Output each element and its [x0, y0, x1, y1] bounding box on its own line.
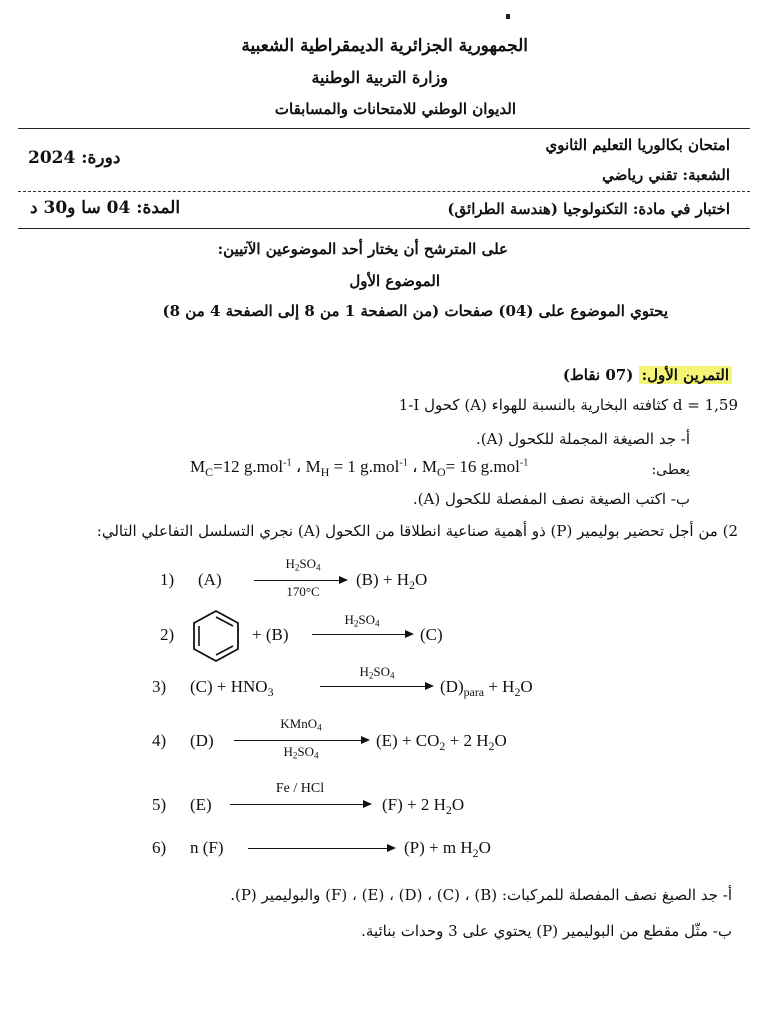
topic-title: الموضوع الأول	[349, 272, 440, 290]
reaction-6-right: (P) + m $H_2O$	[404, 838, 491, 860]
reaction-5-number: 5)	[152, 795, 167, 814]
exercise-heading	[563, 366, 732, 384]
given-label: يعطى:	[651, 462, 690, 478]
reaction-4-number: 4)	[152, 731, 167, 750]
choose-instruction: على المترشح أن يختار أحد الموضوعين الآتيين:	[217, 240, 508, 258]
exam-title: امتحان بكالوريا التعليم الثانوي	[545, 136, 730, 154]
question-1a: أ- جد الصيغة المجملة للكحول (A).	[475, 430, 690, 448]
reaction-1-left: (A)	[198, 570, 222, 589]
reaction-4-left: (D)	[190, 731, 214, 750]
reaction-4-arrow	[234, 740, 368, 741]
reaction-2-left: + (B)	[252, 625, 289, 644]
office-header: الديوان الوطني للامتحانات والمسابقات	[274, 100, 516, 118]
reaction-5-above: Fe / HCl	[275, 781, 325, 796]
reaction-6-arrow	[248, 848, 394, 849]
info-divider	[18, 191, 750, 192]
scan-speck	[506, 14, 510, 19]
reaction-3-left: $(C) + HNO_3$	[190, 677, 274, 699]
reaction-5-arrow	[230, 804, 370, 805]
reaction-2-above: $H_2SO_4$	[344, 612, 380, 629]
reaction-3-number: 3)	[152, 677, 167, 696]
reaction-2-arrow	[312, 634, 412, 635]
reaction-1-below: 170°C	[286, 584, 320, 599]
question-1b: ب- اكتب الصيغة نصف المفصلة للكحول (A).	[412, 490, 690, 508]
question-a: أ- جد الصيغ نصف المفصلة للمركبات: (B) ، (C) ، (D) ، (E) ، (F) والبوليمير (P).	[230, 886, 732, 904]
exam-subject: اختبار في مادة: التكنولوجيا (هندسة الطرائق)	[447, 200, 730, 218]
given-values: $M_C=12$ g.mol$^{-1}$ ، $M_H = 1$ g.mol$^{-1}$ ، $M_O= 16$ g.mol$^{-1}$	[190, 457, 529, 479]
reaction-1-number: 1)	[160, 570, 175, 589]
exam-branch: الشعبة: تقني رياضي	[602, 166, 730, 184]
reaction-2-right: (C)	[420, 625, 443, 644]
reaction-1-arrow	[254, 580, 346, 581]
reaction-5-right: (F) + 2 $H_2O$	[382, 795, 465, 817]
reaction-2-number: 2)	[160, 625, 175, 644]
reaction-1-right: $(B) + H_2O$	[356, 570, 428, 592]
exam-session: دورة: 2024	[28, 148, 121, 168]
exercise-title: التمرين الأول:	[639, 366, 732, 384]
reaction-5-left: (E)	[190, 795, 212, 814]
question-2: 2) من أجل تحضير بوليمير (P) ذو أهمية صناعية انطلاقا من الكحول (A) نجري التسلسل التفاعلي التالي:	[96, 522, 738, 540]
subject-divider	[18, 228, 750, 229]
republic-header: الجمهورية الجزائرية الديمقراطية الشعبية	[241, 36, 528, 56]
exam-duration: المدة: 04 سا و30 د	[30, 198, 181, 218]
reaction-1-above: $H_2SO_4$	[285, 556, 321, 573]
reaction-6-left: n (F)	[190, 838, 224, 857]
reaction-3-arrow	[320, 686, 432, 687]
header-divider	[18, 128, 750, 129]
exercise-points: (07 نقاط)	[562, 366, 634, 384]
reaction-4-above: KMnO$_4$	[280, 716, 322, 733]
question-1: 1-I كحول (A) كثافته البخارية بالنسبة للهواء d = 1,59	[398, 396, 738, 414]
benzene-ring-icon	[190, 608, 242, 664]
reaction-6-number: 6)	[152, 838, 167, 857]
reaction-4-right: $(E) + CO_2 + 2$ $H_2O$	[376, 731, 507, 753]
pages-note: يحتوي الموضوع على (04) صفحات (من الصفحة 1 من 8 إلى الصفحة 4 من 8)	[162, 302, 668, 320]
ministry-header: وزارة التربية الوطنية	[311, 68, 448, 87]
reaction-3-right: $(D)_{para} + H_2O$	[440, 677, 533, 699]
question-b: ب- مثّل مقطع من البوليمير (P) يحتوي على 3 وحدات بنائية.	[361, 922, 732, 940]
reaction-3-above: $H_2SO_4$	[359, 664, 395, 681]
reaction-4-below: $H_2SO_4$	[283, 744, 319, 761]
